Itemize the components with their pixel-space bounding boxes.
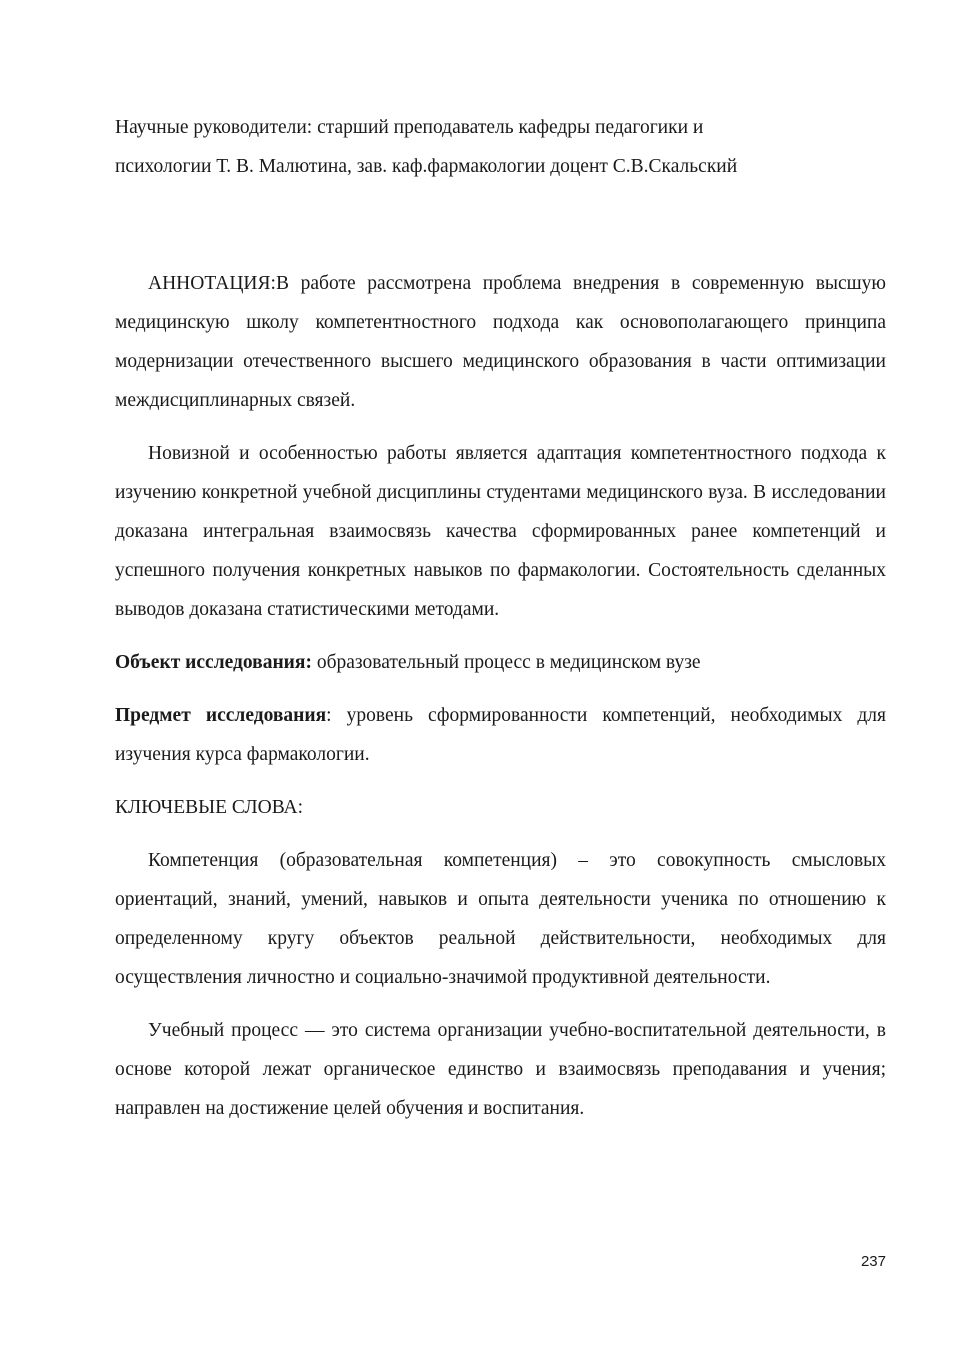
research-object-paragraph bbox=[115, 643, 886, 682]
supervisors-block bbox=[115, 108, 886, 186]
novelty-paragraph: Новизной и особенностью работы является адаптация компетентностного подхода к изучению конкретной учебной дисциплины студентами медицинского вуза. В исследовании доказана интегральная взаимосвязь качества сформированных ранее компетенций и успешного получения конкретных навыков по фармакологии. Состоятельность сделанных выводов доказана статистическими методами. bbox=[115, 443, 886, 620]
competence-definition-paragraph: Компетенция (образовательная компетенция) – это совокупность смысловых ориентаций, знаний, умений, навыков и опыта деятельности ученика по отношению к определенному кругу объектов реальной действительности, необходимых для осуществления личностно и социально-значимой продуктивной деятельности. bbox=[115, 850, 886, 988]
page-number: 237 bbox=[860, 1253, 886, 1270]
learning-process-definition-paragraph: Учебный процесс — это система организации учебно-воспитательной деятельности, в основе которой лежат органическое единство и взаимосвязь преподавания и учения; направлен на достижение целей обучения и воспитания. bbox=[115, 1020, 886, 1119]
keywords-heading: КЛЮЧЕВЫЕ СЛОВА: bbox=[115, 797, 304, 818]
supervisors-line-2: психологии Т. В. Малютина, зав. каф.фармакологии доцент С.В.Скальский bbox=[115, 156, 738, 177]
document-page bbox=[115, 108, 886, 1128]
research-subject-text: : уровень сформированности компетенций, необходимых для изучения курса фармакологии. bbox=[115, 705, 886, 765]
research-object-text: образовательный процесс в медицинском вузе bbox=[311, 652, 701, 673]
research-subject-paragraph bbox=[115, 696, 886, 774]
research-object-label: Объект исследования: bbox=[115, 652, 312, 673]
supervisors-line-1: Научные руководители: старший преподаватель кафедры педагогики и bbox=[115, 117, 704, 138]
research-subject-label: Предмет исследования bbox=[115, 705, 327, 726]
annotation-paragraph: АННОТАЦИЯ:В работе рассмотрена проблема внедрения в современную высшую медицинскую школу компетентностного подхода как основополагающего принципа модернизации отечественного высшего медицинского образования в части оптимизации междисциплинарных связей. bbox=[115, 273, 886, 411]
